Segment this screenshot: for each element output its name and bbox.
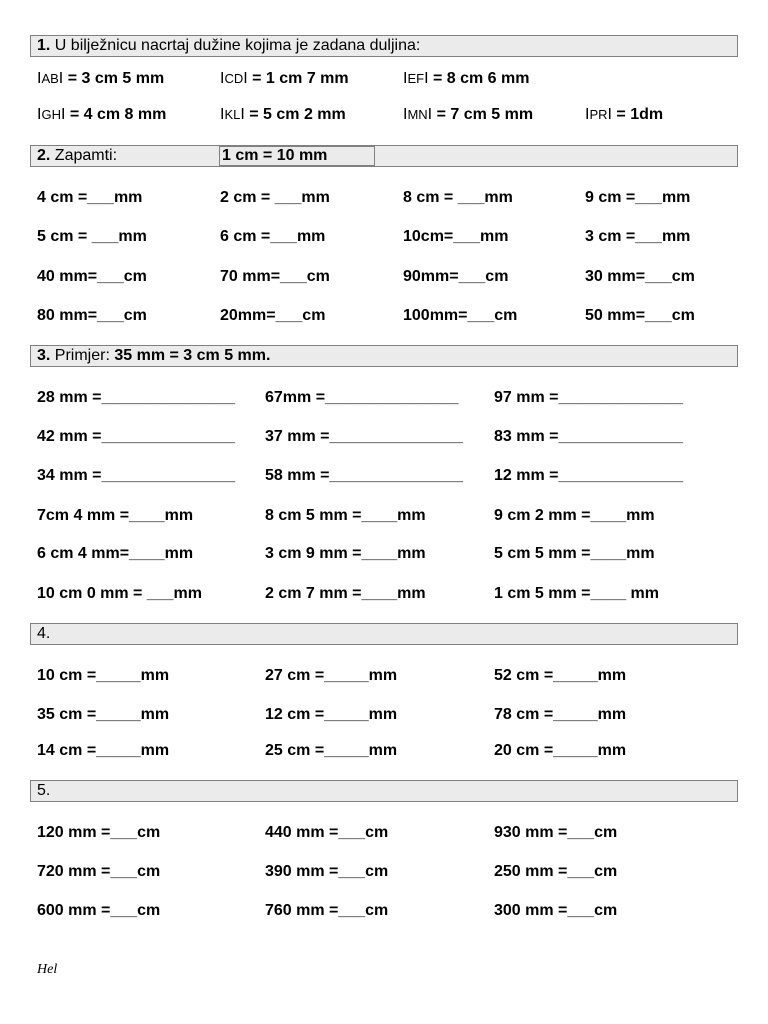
s3-exercise: 2 cm 7 mm =____mm [265,585,426,602]
section-2-number: 2. [37,147,51,164]
s2-exercise: 2 cm = ___mm [220,189,330,206]
section-4-number: 4. [37,625,51,642]
s1-exercise: IKLI = 5 cm 2 mm [220,106,346,123]
s5-exercise: 120 mm =___cm [37,824,161,841]
s3-exercise: 67mm =_______________ [265,389,459,406]
s5-exercise: 250 mm =___cm [494,863,618,880]
s5-exercise: 930 mm =___cm [494,824,618,841]
section-4-header [30,623,738,645]
s2-exercise: 3 cm =___mm [585,228,691,245]
s5-exercise: 600 mm =___cm [37,902,161,919]
s4-exercise: 12 cm =_____mm [265,706,398,723]
s1-exercise: IPRI = 1dm [585,106,664,123]
s5-exercise-row [0,822,768,844]
s3-exercise-row [0,387,768,409]
s2-exercise: 4 cm =___mm [37,189,143,206]
s4-exercise: 52 cm =_____mm [494,667,627,684]
s4-exercise: 35 cm =_____mm [37,706,170,723]
section-3-number: 3. [37,347,51,364]
section-1-title: U bilježnicu nacrtaj dužine kojima je zadana duljina: [54,37,421,54]
s4-exercise: 20 cm =_____mm [494,742,627,759]
s2-exercise: 5 cm = ___mm [37,228,147,245]
s4-exercise: 10 cm =_____mm [37,667,170,684]
s5-exercise: 720 mm =___cm [37,863,161,880]
s4-exercise-row [0,740,768,762]
s3-exercise: 1 cm 5 mm =____ mm [494,585,659,602]
s3-exercise: 58 mm =_______________ [265,467,463,484]
section-1-number: 1. [37,37,51,54]
section-2-title: Zapamti: [54,147,118,164]
s2-exercise: 8 cm = ___mm [403,189,513,206]
s3-exercise: 42 mm =_______________ [37,428,235,445]
section-3-header [30,345,738,367]
s2-exercise: 30 mm=___cm [585,268,695,285]
s2-exercise: 9 cm =___mm [585,189,691,206]
s5-exercise: 760 mm =___cm [265,902,389,919]
s5-exercise-row [0,861,768,883]
s3-exercise: 83 mm =______________ [494,428,684,445]
s3-exercise: 8 cm 5 mm =____mm [265,507,426,524]
s1-exercise: IMNI = 7 cm 5 mm [403,106,534,123]
s3-exercise: 37 mm =_______________ [265,428,463,445]
s4-exercise-row [0,665,768,687]
s4-exercise: 14 cm =_____mm [37,742,170,759]
s5-exercise: 390 mm =___cm [265,863,389,880]
s3-exercise-row [0,426,768,448]
s1-exercise-row [0,68,768,90]
section-3-title: Primjer: [54,347,110,364]
s1-exercise: ICDI = 1 cm 7 mm [220,70,349,87]
s2-exercise: 20mm=___cm [220,307,326,324]
s3-exercise: 5 cm 5 mm =____mm [494,545,655,562]
s2-exercise: 50 mm=___cm [585,307,695,324]
s2-exercise-row [0,305,768,327]
s2-exercise: 90mm=___cm [403,268,509,285]
s4-exercise: 25 cm =_____mm [265,742,398,759]
s2-exercise: 80 mm=___cm [37,307,147,324]
s1-exercise: IABI = 3 cm 5 mm [37,70,165,87]
s3-exercise: 7cm 4 mm =____mm [37,507,194,524]
s2-exercise-row [0,266,768,288]
section-5-number: 5. [37,782,51,799]
s4-exercise: 78 cm =_____mm [494,706,627,723]
s5-exercise-row [0,900,768,922]
remember-box: 1 cm = 10 mm [219,146,375,166]
s5-exercise: 300 mm =___cm [494,902,618,919]
s3-exercise-row [0,583,768,605]
s3-exercise-row [0,543,768,565]
s3-exercise: 3 cm 9 mm =____mm [265,545,426,562]
s2-exercise: 100mm=___cm [403,307,518,324]
s2-exercise: 6 cm =___mm [220,228,326,245]
s3-exercise: 6 cm 4 mm=____mm [37,545,194,562]
section-2-header [30,145,738,167]
s3-exercise-row [0,505,768,527]
s4-exercise: 27 cm =_____mm [265,667,398,684]
footer-signature: Hel [37,962,58,977]
s3-exercise: 97 mm =______________ [494,389,684,406]
s3-exercise: 28 mm =_______________ [37,389,235,406]
s2-exercise: 10cm=___mm [403,228,509,245]
s2-exercise-row [0,187,768,209]
s2-exercise-row [0,226,768,248]
s2-exercise: 40 mm=___cm [37,268,147,285]
section-3-example: 35 mm = 3 cm 5 mm. [114,347,271,364]
s1-exercise: IGHI = 4 cm 8 mm [37,106,167,123]
s3-exercise-row [0,465,768,487]
section-5-header [30,780,738,802]
s5-exercise: 440 mm =___cm [265,824,389,841]
s1-exercise: IEFI = 8 cm 6 mm [403,70,530,87]
s3-exercise: 9 cm 2 mm =____mm [494,507,655,524]
s3-exercise: 12 mm =______________ [494,467,684,484]
s3-exercise: 34 mm =_______________ [37,467,235,484]
s1-exercise-row [0,104,768,126]
s2-exercise: 70 mm=___cm [220,268,330,285]
s4-exercise-row [0,704,768,726]
s3-exercise: 10 cm 0 mm = ___mm [37,585,202,602]
section-1-header [30,35,738,57]
